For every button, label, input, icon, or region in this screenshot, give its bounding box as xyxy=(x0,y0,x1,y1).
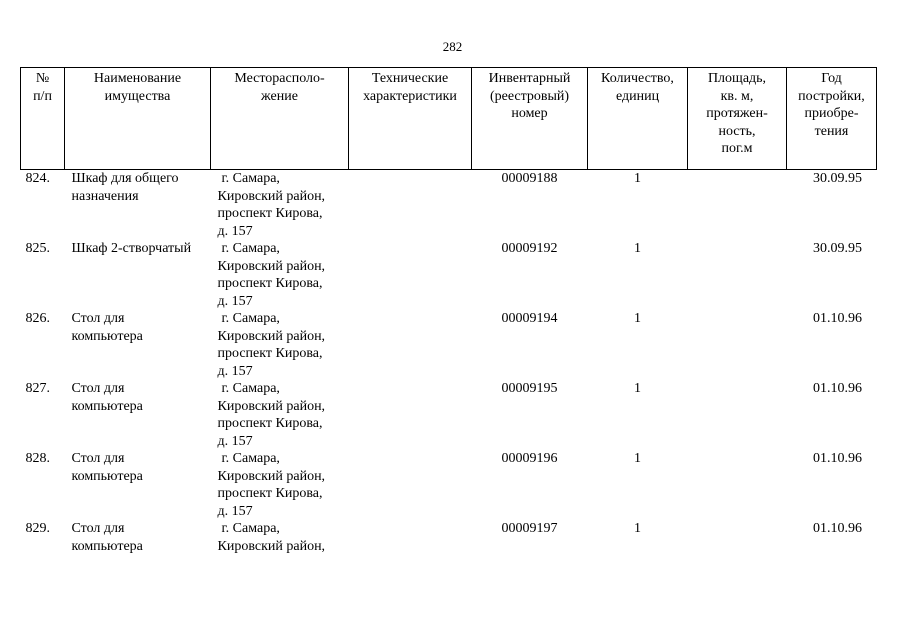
header-line: единиц xyxy=(615,88,660,104)
acquisition-date: 01.10.96 xyxy=(813,521,862,536)
cell-line: г. Самара, xyxy=(221,171,280,186)
cell-line: д. 157 xyxy=(217,223,253,239)
cell-line: г. Самара, xyxy=(221,451,280,466)
item-location xyxy=(211,450,349,520)
register-body xyxy=(21,170,877,590)
item-name xyxy=(65,520,211,589)
header-cell-year xyxy=(787,68,877,170)
header-line: Инвентарный xyxy=(488,71,571,86)
acquisition-date: 30.09.95 xyxy=(813,241,862,256)
header-cell-location xyxy=(211,68,349,170)
cell-line: д. 157 xyxy=(217,503,253,519)
item-name xyxy=(65,170,211,241)
header-cell-quantity xyxy=(588,68,688,170)
cell-line: Стол для xyxy=(71,381,125,396)
quantity: 1 xyxy=(634,451,641,466)
cell-line: д. 157 xyxy=(217,293,253,309)
row-number: 828. xyxy=(25,451,50,466)
acquisition-date: 01.10.96 xyxy=(813,451,862,466)
cell-line: Кировский район, xyxy=(217,258,326,274)
cell-line: компьютера xyxy=(71,538,143,554)
header-line: Наименование xyxy=(93,71,182,86)
row-number: 825. xyxy=(25,241,50,256)
item-tech xyxy=(349,520,472,589)
inventory-number: 00009195 xyxy=(501,381,558,396)
area xyxy=(688,380,787,450)
header-line: Технические xyxy=(371,71,449,86)
cell-line: г. Самара, xyxy=(221,311,280,326)
cell-line: проспект Кирова, xyxy=(217,346,323,361)
cell-line: г. Самара, xyxy=(221,241,280,256)
cell-line: Шкаф для общего xyxy=(71,171,179,186)
cell-line: Стол для xyxy=(71,311,125,326)
cell-line: Кировский район, xyxy=(217,398,326,414)
header-line: (реестровый) xyxy=(489,88,570,104)
item-name xyxy=(65,310,211,380)
item-tech xyxy=(349,170,472,241)
item-location xyxy=(211,380,349,450)
cell-line: проспект Кирова, xyxy=(217,206,323,221)
inventory-number: 00009196 xyxy=(501,451,558,466)
header-line: Год xyxy=(821,71,842,86)
area xyxy=(688,170,787,241)
item-tech xyxy=(349,310,472,380)
header-line: номер xyxy=(511,106,548,121)
header-line: Количество, xyxy=(601,71,674,86)
area xyxy=(688,310,787,380)
header-line: тения xyxy=(814,123,849,139)
inventory-number: 00009197 xyxy=(501,521,558,536)
cell-line: Кировский район, xyxy=(217,328,326,344)
cell-line: компьютера xyxy=(71,468,143,484)
header-line: кв. м, xyxy=(720,88,754,104)
item-tech xyxy=(349,380,472,450)
header-line: протяжен- xyxy=(706,106,768,121)
area xyxy=(688,240,787,310)
header-line: ность, xyxy=(718,123,756,139)
cell-line: Стол для xyxy=(71,521,125,536)
row-number: 827. xyxy=(25,381,50,396)
quantity: 1 xyxy=(634,311,641,326)
header-cell-num xyxy=(21,68,65,170)
table-row xyxy=(21,450,877,520)
header-row xyxy=(21,68,877,170)
header-line: Площадь, xyxy=(707,71,767,86)
table-row xyxy=(21,380,877,450)
inventory-number: 00009194 xyxy=(501,311,558,326)
cell-line: Кировский район, xyxy=(217,468,326,484)
quantity: 1 xyxy=(634,171,641,186)
cell-line: д. 157 xyxy=(217,433,253,449)
header-line: Месторасполо- xyxy=(234,71,325,86)
acquisition-date: 01.10.96 xyxy=(813,311,862,326)
item-location xyxy=(211,310,349,380)
item-name xyxy=(65,380,211,450)
table-row xyxy=(21,310,877,380)
header-line: жение xyxy=(261,88,298,104)
cell-line: Кировский район, xyxy=(217,538,326,554)
cell-line: проспект Кирова, xyxy=(217,276,323,291)
inventory-number: 00009192 xyxy=(501,241,558,256)
header-cell-inventory xyxy=(472,68,588,170)
cell-line: д. 157 xyxy=(217,363,253,379)
item-tech xyxy=(349,240,472,310)
property-register-table xyxy=(20,67,877,589)
header-line: постройки, xyxy=(798,88,865,104)
cell-line: г. Самара, xyxy=(221,521,280,536)
cell-line: проспект Кирова, xyxy=(217,486,323,501)
header-cell-tech xyxy=(349,68,472,170)
header-line: пог.м xyxy=(721,141,753,156)
quantity: 1 xyxy=(634,241,641,256)
item-name xyxy=(65,240,211,310)
table-row xyxy=(21,520,877,589)
acquisition-date: 30.09.95 xyxy=(813,171,862,186)
item-location xyxy=(211,240,349,310)
cell-line: Кировский район, xyxy=(217,188,326,204)
item-name xyxy=(65,450,211,520)
item-location xyxy=(211,170,349,241)
item-tech xyxy=(349,450,472,520)
row-number: 829. xyxy=(25,521,50,536)
header-line: № xyxy=(35,71,50,86)
cell-line: Шкаф 2-створчатый xyxy=(71,241,192,256)
quantity: 1 xyxy=(634,521,641,536)
header-line: приобре- xyxy=(804,106,859,121)
cell-line: г. Самара, xyxy=(221,381,280,396)
inventory-number: 00009188 xyxy=(501,171,558,186)
area xyxy=(688,450,787,520)
area xyxy=(688,520,787,589)
cell-line: назначения xyxy=(71,188,139,204)
page-number: 282 xyxy=(442,39,463,54)
item-location xyxy=(211,520,349,589)
header-line: характеристики xyxy=(363,88,457,104)
table-row xyxy=(21,170,877,241)
header-cell-area xyxy=(688,68,787,170)
cell-line: проспект Кирова, xyxy=(217,416,323,431)
row-number: 824. xyxy=(25,171,50,186)
acquisition-date: 01.10.96 xyxy=(813,381,862,396)
cell-line: Стол для xyxy=(71,451,125,466)
row-number: 826. xyxy=(25,311,50,326)
header-cell-name xyxy=(65,68,211,170)
cell-line: компьютера xyxy=(71,398,143,414)
quantity: 1 xyxy=(634,381,641,396)
header-line: имущества xyxy=(104,88,171,104)
table-row xyxy=(21,240,877,310)
header-line: п/п xyxy=(33,88,52,104)
cell-line: компьютера xyxy=(71,328,143,344)
